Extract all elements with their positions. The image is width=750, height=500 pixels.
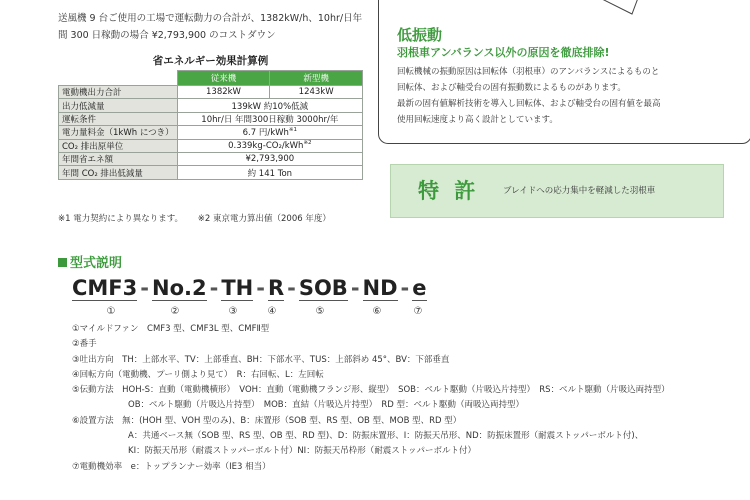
table-row (59, 99, 363, 112)
footnote-mark: ※2 (303, 140, 312, 147)
table-corner-cell (59, 71, 178, 86)
cell-value (177, 126, 362, 139)
header-old-model: 従来機 (177, 71, 270, 86)
description-line: KI：防振天吊形（耐震ストッパーボルト付）NI：防振天吊枠形（耐震ストッパーボルト付） (128, 446, 476, 457)
patent-description: ブレイドへの応力集中を軽減した羽根車 (503, 186, 656, 196)
intro-text (58, 10, 378, 44)
part-number: ② (170, 306, 180, 317)
table-row (59, 112, 363, 125)
low-vibration-subtitle: 羽根車アンバランス以外の原因を徹底排除! (397, 46, 610, 59)
model-part-series: CMF3 (72, 276, 138, 300)
part-number: ③ (228, 306, 238, 317)
cell-value (177, 139, 362, 152)
bubble-tail (600, 0, 638, 18)
header-new-model: 新型機 (270, 71, 363, 86)
row-label: 出力低減量 (59, 99, 178, 112)
table-row (59, 166, 363, 179)
row-label: 電動機出力合計 (59, 86, 178, 99)
description-line: ⑥設置方法 無：(HOH 型、VOH 型のみ)、B：床置形（SOB 型、RS 型、OB 型、MOB 型、RD 型） (72, 415, 462, 426)
section-heading-text: 型式説明 (70, 256, 123, 271)
body-line: 回転体、および軸受台の固有振動数によるものがあります。 (397, 83, 626, 93)
description-line: ⑦電動機効率 e：トップランナー効率（IE3 相当） (72, 461, 271, 472)
part-number: ① (106, 306, 116, 317)
model-part-rotation: R (267, 276, 285, 300)
cell-old: 1382kW (177, 86, 270, 99)
low-vibration-title: 低振動 (397, 26, 443, 44)
table-row (59, 139, 363, 152)
model-part-direction: TH (221, 276, 254, 300)
square-bullet-icon (58, 258, 67, 267)
part-number: ⑦ (413, 306, 423, 317)
cell-value: ¥2,793,900 (177, 152, 362, 165)
cell-value: 139kW 約10%低減 (177, 99, 362, 112)
description-line: ④回転方向（電動機、プーリ側より見て） R：右回転、L：左回転 (72, 369, 324, 380)
footnote-mark: ※1 (288, 127, 298, 134)
intro-line: 間 300 日稼動の場合 ¥2,793,900 のコストダウン (58, 30, 276, 41)
table-title: 省エネルギー効果計算例 (152, 55, 269, 67)
table-footnotes (58, 212, 343, 224)
model-part-size: No.2 (152, 276, 207, 300)
description-line: ⑤伝動方法 HOH-S：直動（電動機横形） VOH：直動（電動機フランジ形、縦型） SOB：ベルト駆動（片吸込片持型） RS：ベルト駆動（片吸込両持型） (72, 385, 670, 396)
model-description-list (72, 322, 750, 475)
table-header-row (59, 71, 363, 86)
model-code: CMF3 - No.2 - TH - R - SOB - ND - e (72, 276, 427, 300)
description-line: ②番手 (72, 339, 97, 350)
part-number: ⑥ (372, 306, 382, 317)
row-label: 年間省エネ額 (59, 152, 178, 165)
cell-new: 1243kW (270, 86, 363, 99)
description-line: ①マイルドファン CMF3 型、CMF3L 型、CMFⅡ型 (72, 324, 270, 334)
value-text: 6.7 円/kWh (242, 128, 289, 139)
body-line: 最新の固有値解析技術を導入し回転体、および軸受台の固有値を最高 (397, 99, 661, 109)
body-line: 回転機械の振動原因は回転体（羽根車）のアンバランスによるものと (397, 67, 660, 77)
row-label: CO₂ 排出原単位 (59, 139, 178, 152)
model-part-drive: SOB (298, 276, 348, 300)
part-number: ⑤ (315, 306, 325, 317)
intro-line: 送風機 9 台ご使用の工場で運転動力の合計が、1382kW/h、10hr/日年 (58, 13, 363, 24)
part-number: ④ (267, 306, 277, 317)
low-vibration-body (397, 64, 697, 128)
table-row (59, 152, 363, 165)
value-text: 0.339kg-CO₂/kWh (228, 141, 304, 152)
description-line: ③吐出方向 TH：上部水平、TV：上部垂直、BH：下部水平、TUS：上部斜め 45°、BV：下部垂直 (72, 354, 450, 365)
table-row (59, 86, 363, 99)
row-label: 年間 CO₂ 排出低減量 (59, 166, 178, 179)
row-label: 電力量料金（1kWh につき） (59, 126, 178, 139)
model-part-mount: ND (362, 276, 398, 300)
patent-label: 特 許 (418, 179, 480, 203)
cell-value: 10hr/日 年間300日稼動 3000hr/年 (177, 112, 362, 125)
model-part-efficiency: e (412, 276, 427, 300)
table-row (59, 126, 363, 139)
section-heading (58, 252, 122, 271)
cell-value: 約 141 Ton (177, 166, 362, 179)
footnote-2: ※2 東京電力算出値（2006 年度） (197, 214, 331, 224)
energy-savings-table (58, 70, 363, 180)
description-line: OB：ベルト駆動（片吸込片持型） MOB：直結（片吸込片持型） RD 型：ベルト駆動（両吸込両持型） (128, 400, 525, 411)
description-line: A：共通ベース無（SOB 型、RS 型、OB 型、RD 型)、D：防振床置形、I：防振天吊形、ND：防振床置形（耐震ストッパーボルト付)、 (128, 431, 644, 442)
body-line: 使用回転速度より高く設計としています。 (397, 115, 558, 125)
row-label: 運転条件 (59, 112, 178, 125)
footnote-1: ※1 電力契約により異なります。 (58, 214, 184, 224)
